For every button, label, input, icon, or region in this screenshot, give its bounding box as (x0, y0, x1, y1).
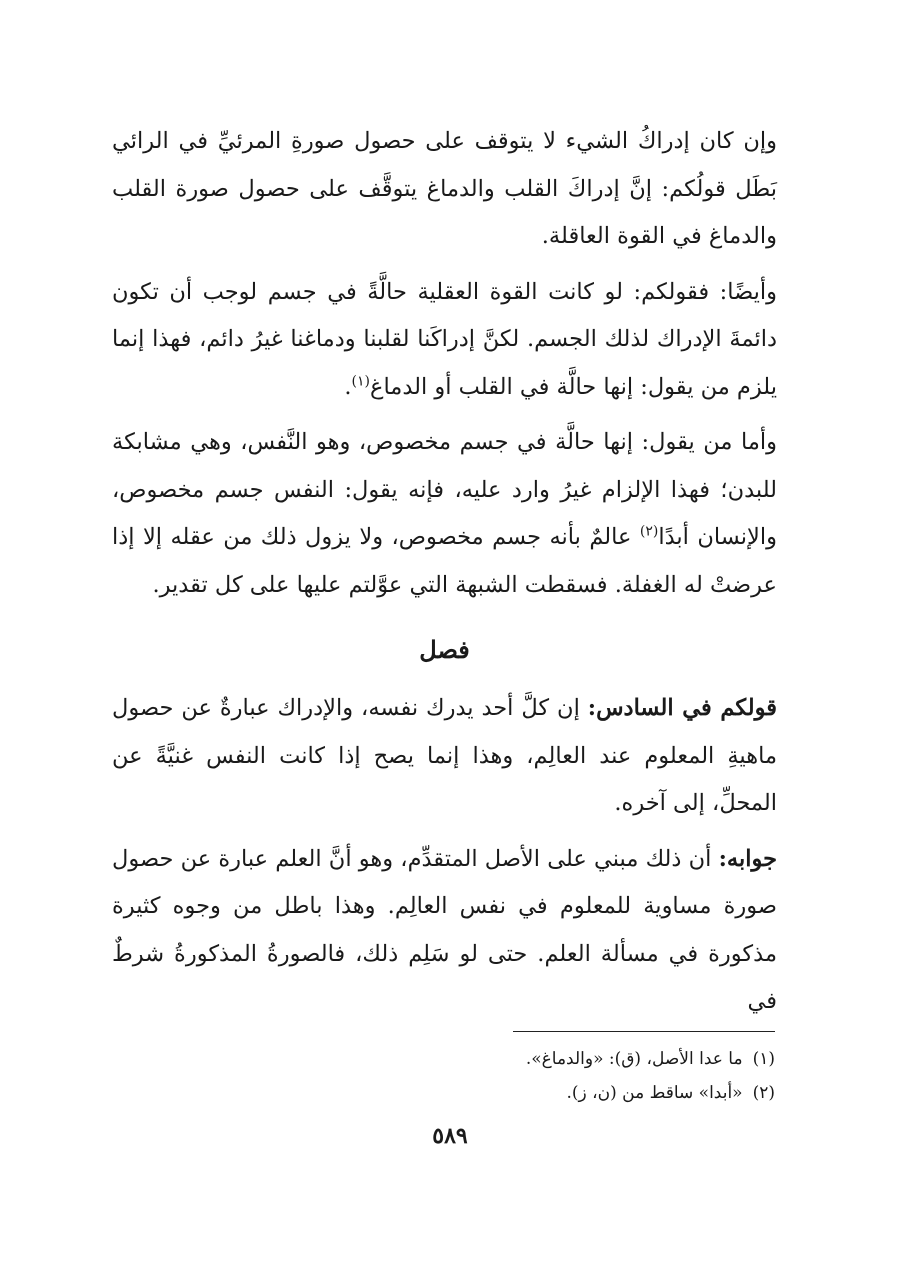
section-heading: فصل (419, 635, 470, 664)
page-body (112, 118, 777, 1026)
paragraph-3-text-a: وأما من يقول: إنها حالَّة في جسم مخصوص، وهو النَّفس، وهي مشابكة للبدن؛ فهذا الإلزام غيرُ وارد عليه، فإنه يقول: النفس جسم مخصوص، والإنسان أبدًا (112, 429, 778, 550)
footnote-ref-1[interactable]: (١) (351, 373, 371, 389)
paragraph-4-lead: قولكم في السادس: (587, 695, 777, 721)
paragraph-3 (112, 419, 777, 609)
footnote-1-number: (١) (752, 1049, 775, 1069)
paragraph-2-text: وأيضًا: فقولكم: لو كانت القوة العقلية حالَّةً في جسم لوجب أن تكون دائمةَ الإدراك لذلك الجسم. لكنَّ إدراكَنا لقلبنا ودماغنا غيرُ دائم، فهذا إنما يلزم من يقول: إنها حالَّة في القلب أو الدماغ (112, 278, 777, 400)
footnote-1 (135, 1042, 775, 1076)
footnote-2-text: «أبدا» ساقط من (ن، ز). (566, 1083, 743, 1103)
footnote-divider (513, 1031, 775, 1032)
footnote-2 (135, 1076, 775, 1110)
paragraph-5-text: أن ذلك مبني على الأصل المتقدِّم، وهو أنَّ العلم عبارة عن حصول صورة مساوية للمعلوم في نفس العالِم. وهذا باطل من وجوه كثيرة مذكورة في مسألة العلم. حتى لو سَلِم ذلك، فالصورةُ المذكورةُ شرطٌ في (112, 845, 777, 1014)
footnote-2-number: (٢) (752, 1083, 775, 1103)
paragraph-4-text: إن كلَّ أحد يدرك نفسه، والإدراك عبارةٌ عن حصول ماهيةِ المعلوم عند العالِم، وهذا إنما يصح إذا كانت النفس غنيَّةً عن المحلِّ، إلى آخره. (112, 695, 777, 816)
footnote-1-text: ما عدا الأصل، (ق): «والدماغ». (525, 1049, 743, 1069)
paragraph-3-text-b: عالمٌ بأنه جسم مخصوص، ولا يزول ذلك من عقله إلا إذا عرضتْ له الغفلة. فسقطت الشبهة التي عوَّلتم عليها على كل تقدير. (112, 524, 777, 598)
footnote-ref-2[interactable]: (٢) (639, 523, 659, 540)
paragraph-2-end: . (344, 373, 352, 400)
paragraph-1 (112, 118, 777, 261)
paragraph-4 (112, 685, 777, 828)
paragraph-5 (112, 836, 777, 1026)
page-number: ٥٨٩ (432, 1123, 468, 1149)
paragraph-1-text: وإن كان إدراكُ الشيء لا يتوقف على حصول صورةِ المرئيِّ في الرائي بَطَل قولُكم: إنَّ إدراكَ القلب والدماغ يتوقَّف على حصول صورة القلب والدماغ في القوة العاقلة. (112, 128, 777, 249)
paragraph-2 (112, 269, 777, 412)
paragraph-5-lead: جوابه: (718, 845, 777, 872)
footnotes (135, 1042, 775, 1110)
